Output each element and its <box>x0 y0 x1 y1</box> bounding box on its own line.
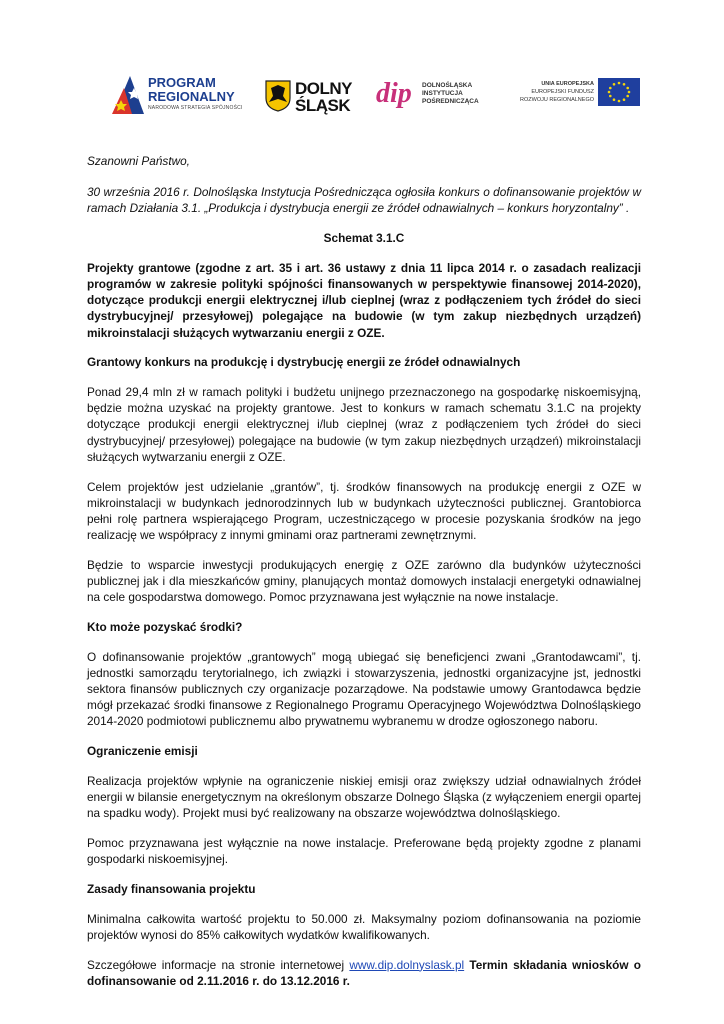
paragraph-goal: Celem projektów jest udzielanie „grantów”, tj. środków finansowych na produkcję energii z OZE w mikroinstalacji w budynkach jednorodzinnych lub w budynkach użyteczności publicznej. Grantobiorca pełni rolę partnera wspierającego Program, uczestniczącego w procesie pozyskania środków na jego realizację we współpracy z innymi gminami oraz partnerami zewnętrznymi. <box>87 479 641 543</box>
heading-konkurs: Grantowy konkurs na produkcję i dystrybucję energii ze źródeł odnawialnych <box>87 355 521 370</box>
deadline-text: Termin składania wniosków o dofinansowanie od 2.11.2016 r. do 13.12.2016 r. <box>87 957 641 988</box>
program-line1: PROGRAM <box>148 75 216 90</box>
dip-mark: dip <box>376 78 412 109</box>
program-line2: REGIONALNY <box>148 89 235 104</box>
dolny-slask-logo <box>265 76 365 118</box>
heading-emisji: Ograniczenie emisji <box>87 744 198 759</box>
dip-logo <box>376 78 506 118</box>
details-text: Szczegółowe informacje na stronie internetowej <box>87 957 350 972</box>
program-regionalny-icon <box>110 74 144 116</box>
website-link[interactable]: www.dip.dolnyslask.pl <box>349 957 465 972</box>
heading-zasady: Zasady finansowania projektu <box>87 881 256 896</box>
program-line3: NARODOWA STRATEGIA SPÓJNOŚCI <box>148 105 243 111</box>
paragraph-beneficiaries: O dofinansowanie projektów „grantowych” mogą ubiegać się beneficjenci zwani „Grantodawcami”, tj. jednostki samorządu terytorialnego, ich związki i stowarzyszenia, jednostki organizacyjne jst, jednostki sektora finansów publicznych czy organizacje pozarządowe. Na podstawie umowy Grantodawca będzie mógł przekazać środki finansowe z Regionalnego Programu Operacyjnego Województwa Dolnośląskiego 2014-2020 podmiotowi publicznemu albo prywatnemu wybranemu w drodze ogłoszonego naboru. <box>87 649 641 729</box>
letter-body <box>87 153 641 1002</box>
paragraph-preferences: Pomoc przyznawana jest wyłącznie na nowe instalacje. Preferowane będą projekty zgodne z planami gospodarki niskoemisyjnej. <box>87 836 641 867</box>
eagle-crest-icon <box>265 80 291 112</box>
greeting: Szanowni Państwo, <box>87 154 190 168</box>
ue-line3: ROZWOJU REGIONALNEGO <box>520 97 594 103</box>
dip-line2: INSTYTUCJA <box>422 90 463 97</box>
ue-line1: UNIA EUROPEJSKA <box>541 81 594 87</box>
eu-flag-icon <box>598 78 640 106</box>
paragraph-support: Będzie to wsparcie inwestycji produkujących energię z OZE zarówno dla budynków użyteczności publicznej jak i dla mieszkańców gminy, planujących montaż domowych instalacji energetyki odnawialnej na cele gospodarstwa domowego. Pomoc przyznawana jest wyłącznie na nowe instalacje. <box>87 557 641 605</box>
dolny-line1: DOLNY <box>295 79 352 98</box>
dolny-line2: ŚLĄSK <box>295 96 351 115</box>
projects-description: Projekty grantowe (zgodne z art. 35 i art. 36 ustawy z dnia 11 lipca 2014 r. o zasadach realizacji programów w zakresie polityki spójności finansowanych w perspektywie finansowej 2014-2020), dotyczące produkcji energii elektrycznej i/lub cieplnej (wraz z podłączeniem tych źródeł do sieci dystrybucyjnej/ przesyłowej) polegające na budowie (w tym zakup niezbędnych urządzeń) mikroinstalacji służących wytwarzaniu energii z OZE. <box>87 260 641 340</box>
heading-kto: Kto może pozyskać środki? <box>87 619 243 634</box>
program-regionalny-logo <box>110 68 260 124</box>
paragraph-financing: Minimalna całkowita wartość projektu to 50.000 zł. Maksymalny poziom dofinansowania na poziomie projektów wynosi do 85% całkowitych wydatków kwalifikowanych. <box>87 911 641 942</box>
eu-logo <box>510 76 640 116</box>
paragraph-budget: Ponad 29,4 mln zł w ramach polityki i budżetu unijnego przeznaczonego na gospodarkę niskoemisyjną, będzie można uzyskać na projekty grantowe. Jest to konkurs w ramach schematu 3.1.C na projekty dotyczące produkcji energii elektrycznej i/lub cieplnej (wraz z podłączeniem tych źródeł do sieci dystrybucyjnej/ przesyłowej) polegające na budowie (w tym zakup niezbędnych urządzeń) mikroinstalacji służących wytwarzaniu energii z OZE. <box>87 385 641 464</box>
intro-paragraph: 30 września 2016 r. Dolnośląska Instytucja Pośrednicząca ogłosiła konkurs o dofinansowanie projektów w ramach Działania 3.1. „Produkcja i dystrybucja energii ze źródeł odnawialnych – konkurs horyzontalny” . <box>87 185 641 216</box>
ue-line2: EUROPEJSKI FUNDUSZ <box>531 89 594 95</box>
dip-line1: DOLNOŚLĄSKA <box>422 82 473 89</box>
dip-line3: POŚREDNICZĄCA <box>422 98 479 105</box>
paragraph-details <box>87 957 641 989</box>
paragraph-emissions: Realizacja projektów wpłynie na ograniczenie niskiej emisji oraz zwiększy udział odnawialnych źródeł energii w bilansie energetycznym na określonym obszarze Dolnego Śląska (z wyłączeniem energii opartej na spadku wody). Projekt musi być realizowany na obszarze województwa dolnośląskiego. <box>87 773 641 821</box>
logo-bar <box>0 62 724 128</box>
schema-title: Schemat 3.1.C <box>323 231 405 246</box>
